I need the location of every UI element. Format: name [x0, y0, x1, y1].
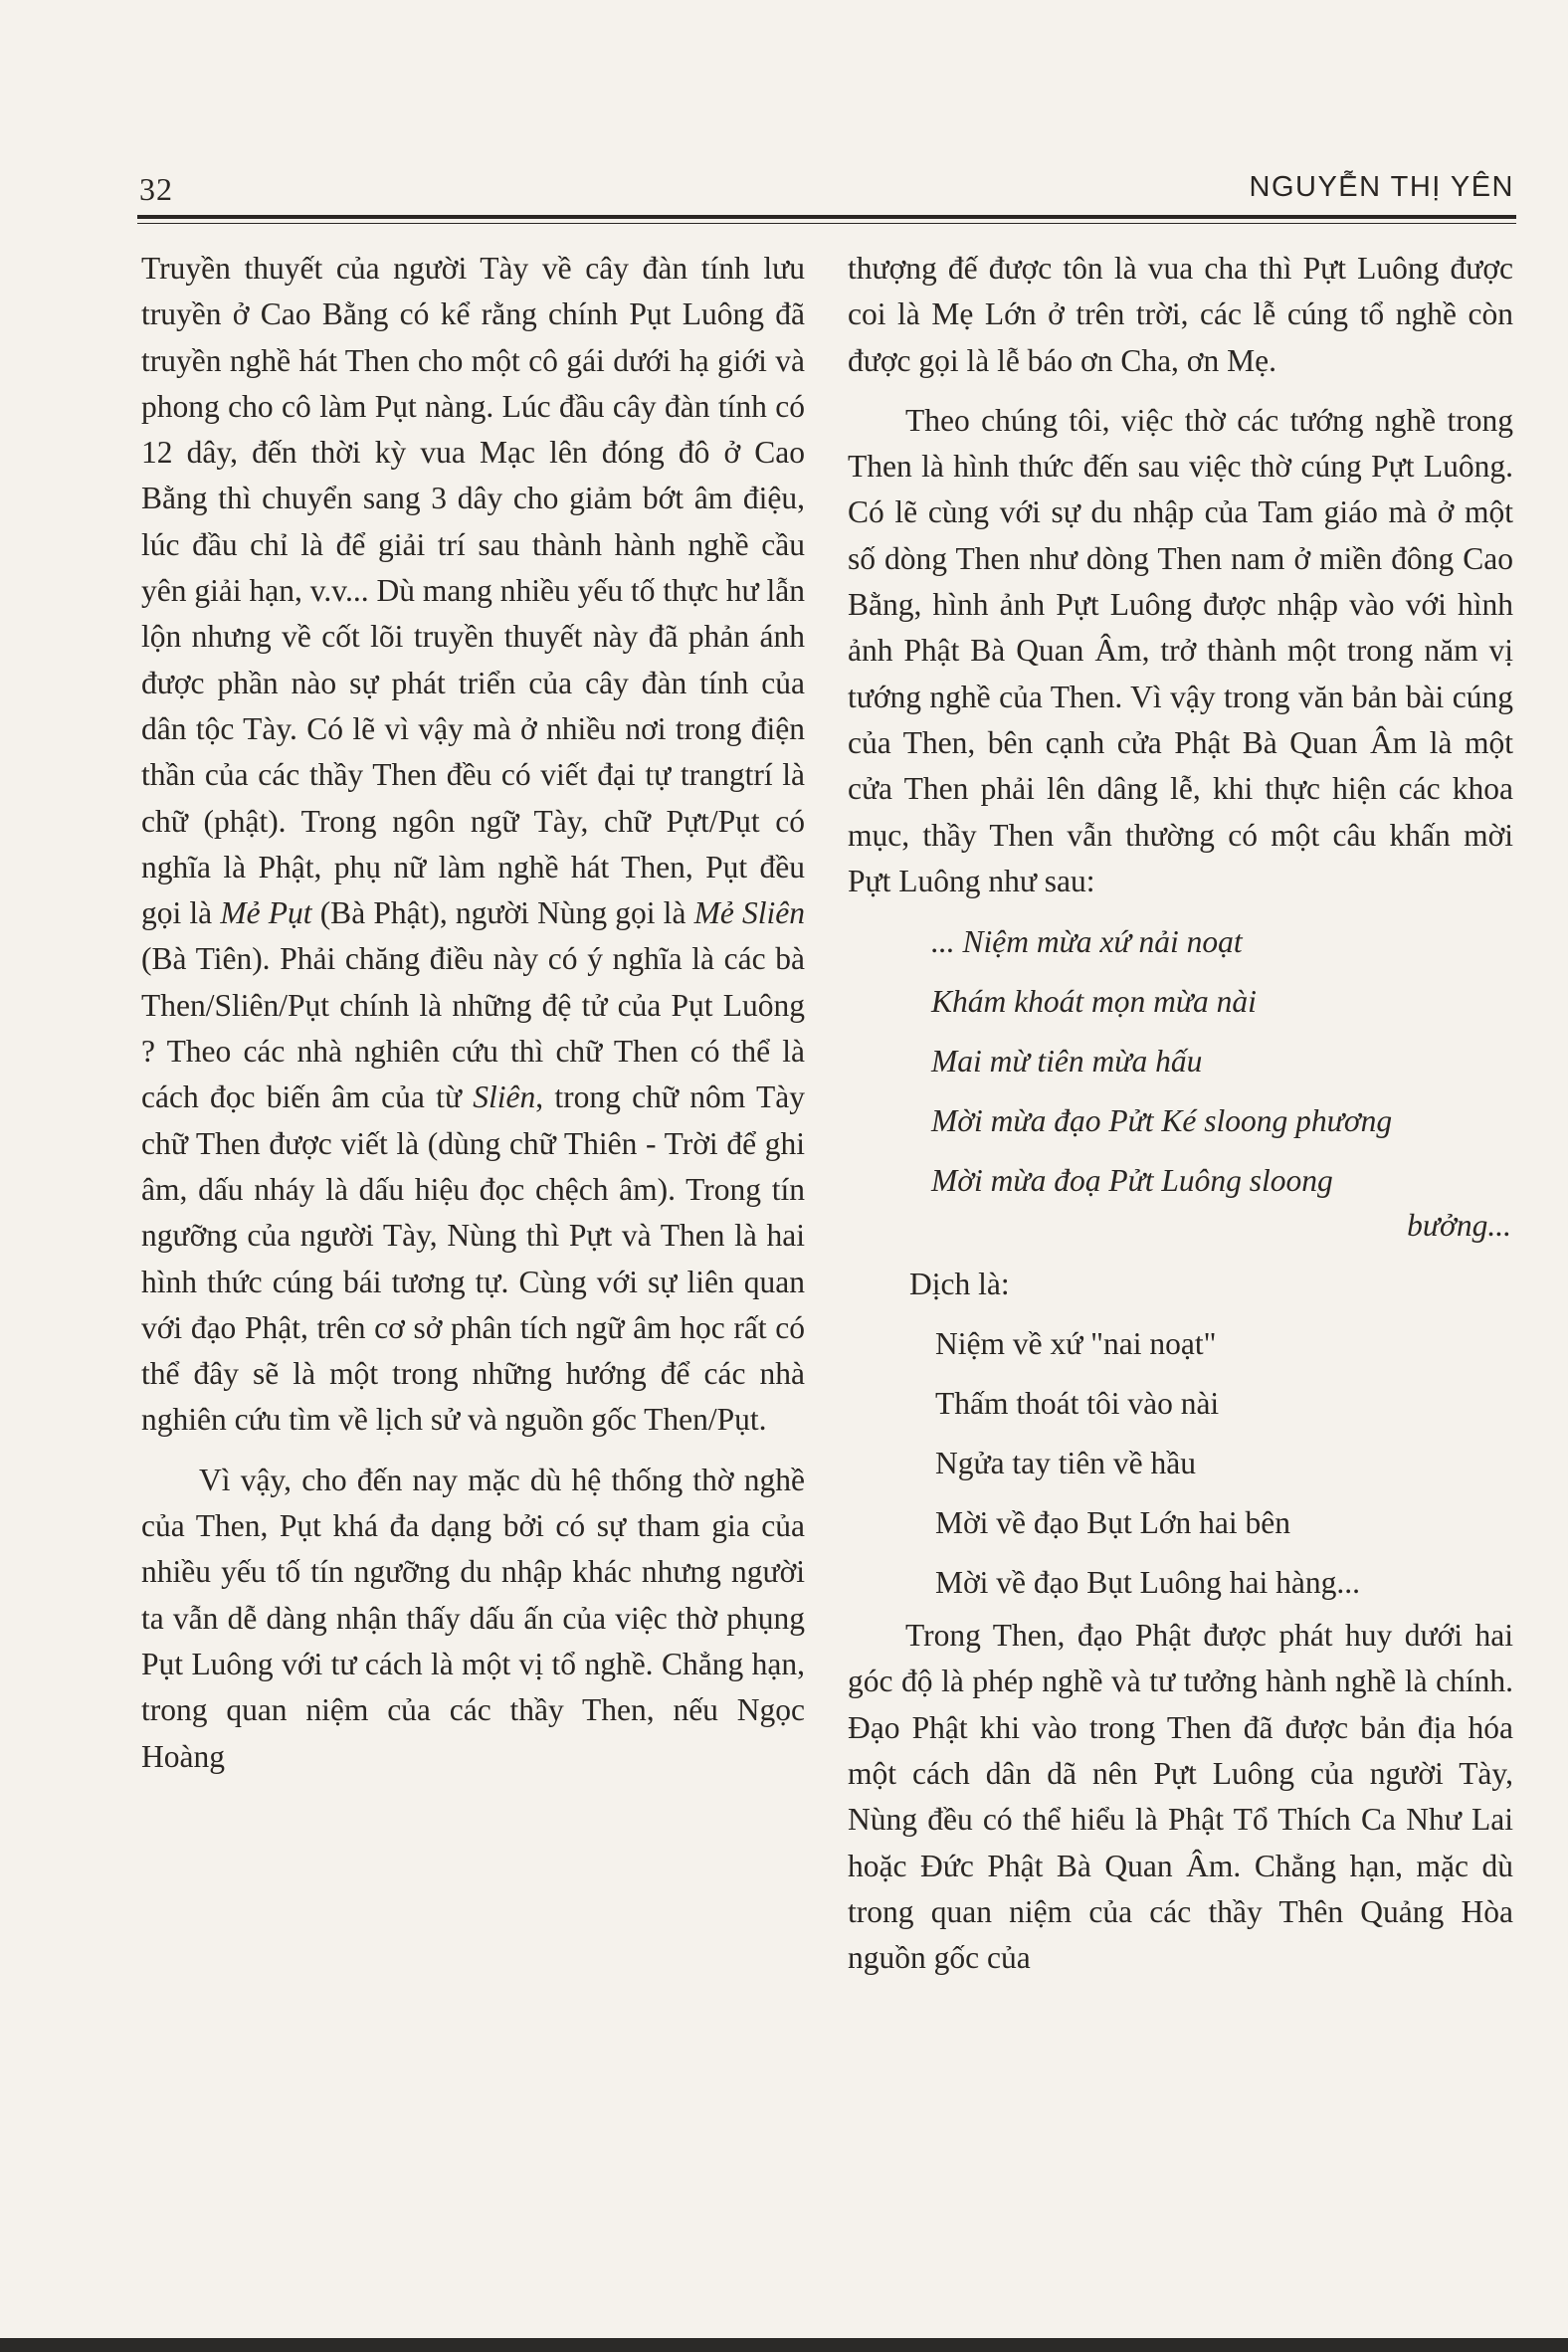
- translation-block: [935, 1314, 1513, 1613]
- term-slien: Sliên: [473, 1079, 536, 1115]
- term-me-slien: Mẻ Sliên: [693, 895, 805, 931]
- translation-line: Ngửa tay tiên về hầu: [935, 1446, 1196, 1481]
- scan-edge-band: [0, 2338, 1568, 2352]
- text-run: (Bà Phật), người Nùng gọi là: [311, 895, 694, 931]
- translation-line: Mời về đạo Bụt Lớn hai bên: [935, 1505, 1291, 1541]
- page-number: 32: [139, 171, 173, 207]
- right-column: [848, 246, 1513, 1982]
- header-rule-thick: [137, 215, 1516, 219]
- translation-label: Dịch là:: [909, 1267, 1010, 1302]
- right-paragraph-1: thượng đế được tôn là vua cha thì Pựt Luông được coi là Mẹ Lớn ở trên trời, các lễ cúng tổ nghề còn được gọi là lễ báo ơn Cha, ơn Mẹ.: [848, 251, 1513, 378]
- right-paragraph-2: Theo chúng tôi, việc thờ các tướng nghề trong Then là hình thức đến sau việc thờ cúng Pựt Luông. Có lẽ cùng với sự du nhập của Tam giáo mà ở một số dòng Then như dòng Then nam ở miền đông Cao Bằng, hình ảnh Pựt Luông được nhập vào với hình ảnh Phật Bà Quan Âm, trở thành một trong năm vị tướng nghề của Then. Vì vậy trong văn bản bài cúng của Then, bên cạnh cửa Phật Bà Quan Âm là một cửa Then phải lên dâng lễ, khi thực hiện các khoa mục, thầy Then vẫn thường có một câu khấn mời Pựt Luông như sau:: [848, 402, 1513, 898]
- verse-line: ... Niệm mừa xứ nải noạt: [931, 924, 1243, 960]
- header-rule-thin: [137, 223, 1516, 224]
- left-paragraph-1: [141, 246, 805, 1444]
- translation-line: Thấm thoát tôi vào nài: [935, 1386, 1220, 1422]
- verse-line: Mai mừ tiên mừa hấu: [931, 1044, 1203, 1079]
- running-header-author: NGUYỄN THỊ YÊN: [1249, 171, 1514, 203]
- text-run: Truyền thuyết của người Tày về cây đàn tính lưu truyền ở Cao Bằng có kể rằng chính Pụt Luông đã truyền nghề hát Then cho một cô gái dưới hạ giới và phong cho cô làm Pụt nàng. Lúc đầu cây đàn tính có 12 dây, đến thời kỳ vua Mạc lên đóng đô ở Cao Bằng thì chuyển sang 3 dây cho giảm bớt âm điệu, lúc đầu chỉ là để giải trí sau thành hành nghề cầu yên giải hạn, v.v... Dù mang nhiều yếu tố thực hư lẫn lộn nhưng về cốt lõi truyền thuyết này đã phản ánh được phần nào sự phát triển của cây đàn tính của dân tộc Tày. Có lẽ vì vậy mà ở nhiều nơi trong điện thần của các thầy Then đều có viết đại tự trangtrí là chữ (phật). Trong ngôn ngữ Tày, chữ Pựt/Pụt có nghĩa là Phật, phụ nữ làm nghề hát Then, Pụt đều gọi là: [141, 251, 805, 931]
- verse-line: Khám khoát mọn mừa nài: [931, 984, 1257, 1020]
- text-run: (Bà Tiên). Phải chăng điều này có ý nghĩa là các bà Then/Sliên/Pụt chính là những đệ tử của Pụt Luông ? Theo các nhà nghiên cứu thì chữ Then có thể là cách đọc biến âm của từ: [141, 941, 805, 1115]
- verse-line: Mời mừa đạo Pửt Ké sloong phương: [931, 1103, 1393, 1139]
- term-me-put: Mẻ Pụt: [220, 895, 312, 931]
- verse-line-continuation: bưởng...: [1407, 1208, 1511, 1244]
- verse-line: Mời mừa đoạ Pửt Luông sloong: [931, 1163, 1333, 1199]
- right-paragraph-3: Trong Then, đạo Phật được phát huy dưới hai góc độ là phép nghề và tư tưởng hành nghề là chính. Đạo Phật khi vào trong Then đã được bản địa hóa một cách dân dã nên Pựt Luông của người Tày, Nùng đều có thể hiểu là Phật Tổ Thích Ca Như Lai hoặc Đức Phật Bà Quan Âm. Chẳng hạn, mặc dù trong quan niệm của các thầy Thên Quảng Hòa nguồn gốc của: [848, 1618, 1513, 1976]
- translation-line: Mời về đạo Bụt Luông hai hàng...: [935, 1565, 1360, 1601]
- verse-block: [931, 912, 1513, 1249]
- translation-line: Niệm về xứ "nai noạt": [935, 1326, 1217, 1362]
- left-paragraph-2: Vì vậy, cho đến nay mặc dù hệ thống thờ nghề của Then, Pụt khá đa dạng bởi có sự tham gia của nhiều yếu tố tín ngưỡng du nhập khác nhưng người ta vẫn dễ dàng nhận thấy dấu ấn của việc thờ phụng Pụt Luông với tư cách là một vị tổ nghề. Chẳng hạn, trong quan niệm của các thầy Then, nếu Ngọc Hoàng: [141, 1462, 805, 1774]
- text-run: , trong chữ nôm Tày chữ Then được viết là (dùng chữ Thiên - Trời để ghi âm, dấu nháy là dấu hiệu đọc chệch âm). Trong tín ngưỡng của người Tày, Nùng thì Pựt và Then là hai hình thức cúng bái tương tự. Cùng với sự liên quan với đạo Phật, trên cơ sở phân tích ngữ âm học rất có thể đây sẽ là một trong những hướng để các nhà nghiên cứu tìm về lịch sử và nguồn gốc Then/Pụt.: [141, 1079, 805, 1438]
- left-column: [141, 246, 805, 1780]
